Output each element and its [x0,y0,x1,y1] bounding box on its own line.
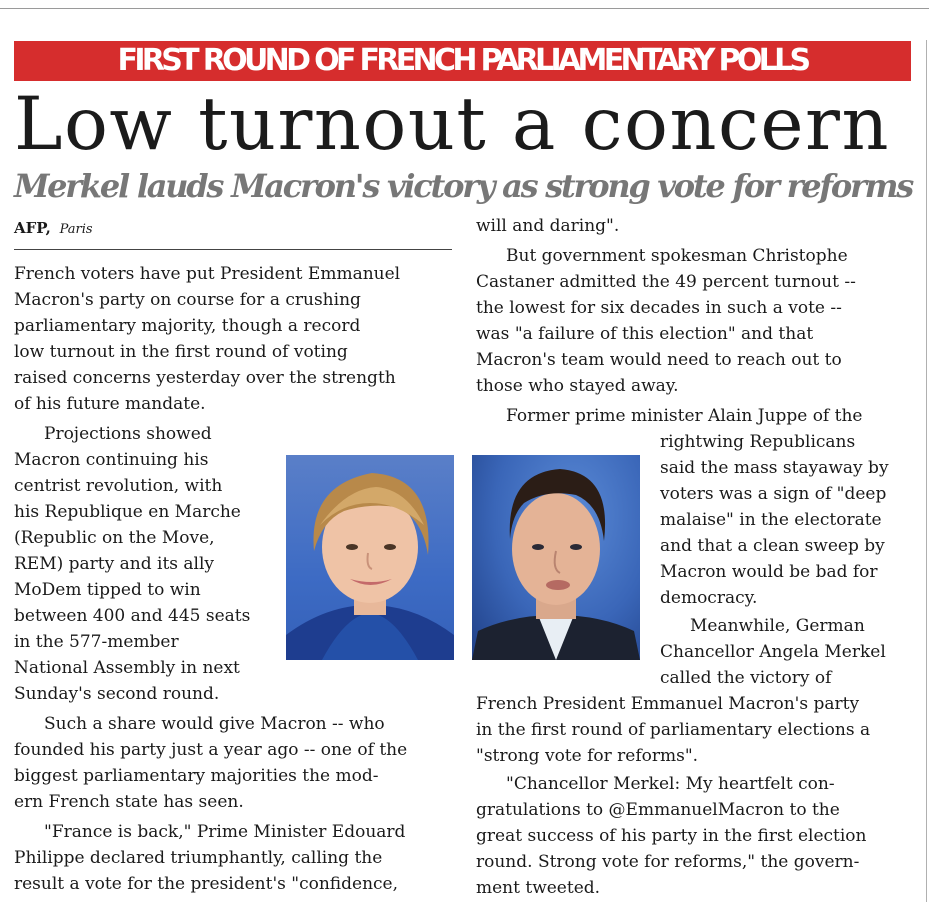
body-line: founded his party just a year ago -- one of the [14,740,408,760]
body-line: biggest parliamentary majorities the mod- [14,766,379,786]
body-line: called the victory of [660,668,832,688]
body-line: between 400 and 445 seats [14,606,251,626]
top-rule [0,8,929,9]
subheadline: Merkel lauds Macron's victory as strong vote for reforms [14,167,913,205]
body-line: and that a clean sweep by [660,536,885,556]
body-line: Such a share would give Macron -- who [44,714,385,734]
body-line: parliamentary majority, though a record [14,316,361,336]
body-line: the lowest for six decades in such a vote -- [476,298,842,318]
body-line: of his future mandate. [14,394,206,414]
macron-photo [472,455,640,660]
byline-location: Paris [59,222,93,237]
body-line: great success of his party in the first election [476,826,867,846]
body-line: REM) party and its ally [14,554,215,574]
body-line: Philippe declared triumphantly, calling the [14,848,383,868]
body-line: Meanwhile, German [690,616,865,636]
body-line: Former prime minister Alain Juppe of the [506,406,863,426]
body-line: Macron's party on course for a crushing [14,290,361,310]
body-line: democracy. [660,588,758,608]
body-line: Macron continuing his [14,450,209,470]
body-line: "strong vote for reforms". [476,746,699,766]
kicker-banner: FIRST ROUND OF FRENCH PARLIAMENTARY POLLS [14,41,911,81]
body-line: his Republique en Marche [14,502,241,522]
body-line: Macron's team would need to reach out to [476,350,842,370]
body-line: Macron would be bad for [660,562,878,582]
body-line: malaise" in the electorate [660,510,882,530]
body-line: low turnout in the first round of voting [14,342,348,362]
macron-portrait-icon [472,455,640,660]
body-line: round. Strong vote for reforms," the govern- [476,852,860,872]
merkel-photo [286,455,454,660]
body-line: gratulations to @EmmanuelMacron to the [476,800,840,820]
body-line: ern French state has seen. [14,792,244,812]
body-line: said the mass stayaway by [660,458,889,478]
byline-agency: AFP, [14,219,51,237]
body-line: French President Emmanuel Macron's party [476,694,860,714]
body-line: French voters have put President Emmanuel [14,264,401,284]
body-line: "France is back," Prime Minister Edouard [44,822,406,842]
body-line: centrist revolution, with [14,476,223,496]
body-line: But government spokesman Christophe [506,246,848,266]
body-line: National Assembly in next [14,658,240,678]
body-line: Castaner admitted the 49 percent turnout -- [476,272,856,292]
body-line: "Chancellor Merkel: My heartfelt con- [506,774,835,794]
body-line: in the 577-member [14,632,179,652]
headline: Low turnout a concern [14,82,890,167]
body-line: (Republic on the Move, [14,528,215,548]
body-line: in the first round of parliamentary elections a [476,720,871,740]
body-line: voters was a sign of "deep [660,484,887,504]
body-line: ment tweeted. [476,878,601,898]
body-line: rightwing Republicans [660,432,856,452]
body-line: MoDem tipped to win [14,580,201,600]
merkel-portrait-icon [286,455,454,660]
body-line: Sunday's second round. [14,684,220,704]
body-line: was "a failure of this election" and that [476,324,814,344]
body-line: raised concerns yesterday over the strength [14,368,396,388]
byline [14,216,93,242]
column-edge-rule [926,40,927,902]
body-line: result a vote for the president's "confidence, [14,874,399,894]
body-line: Chancellor Angela Merkel [660,642,886,662]
body-line: those who stayed away. [476,376,679,396]
byline-rule [14,249,452,250]
body-line: will and daring". [476,216,620,236]
body-line: Projections showed [44,424,212,444]
